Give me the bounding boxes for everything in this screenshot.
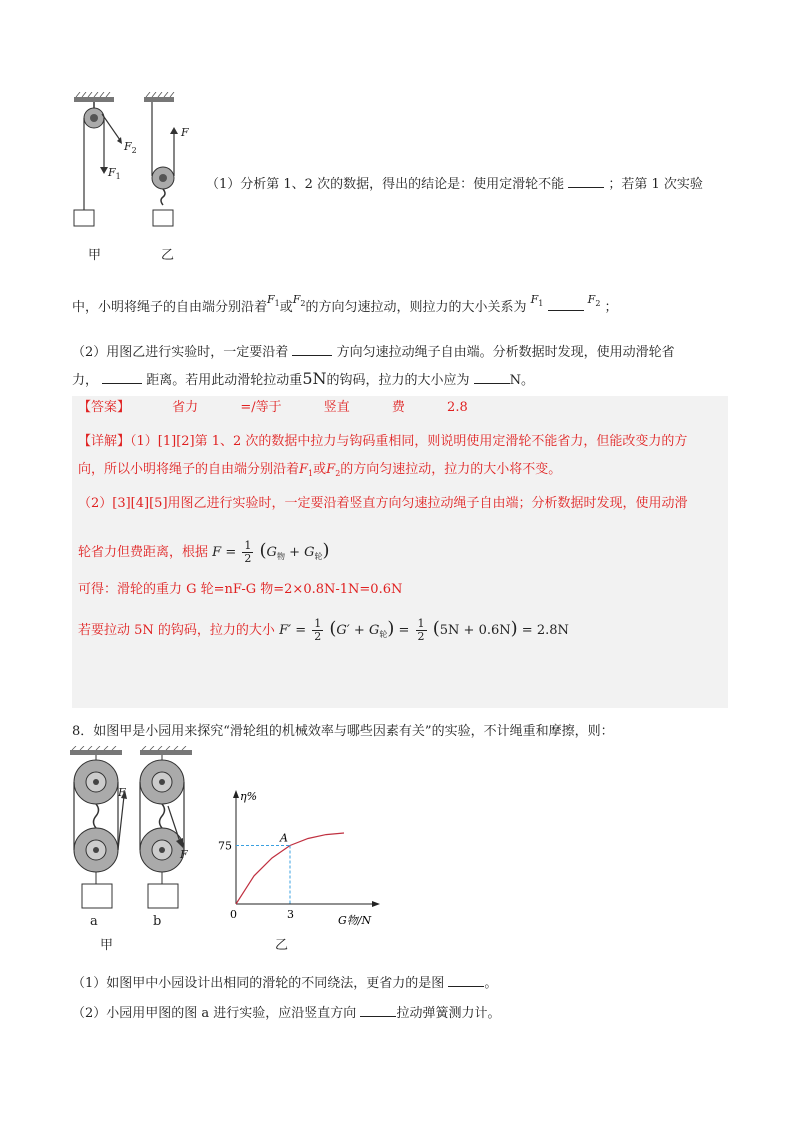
fig-yi-label: 乙 (275, 938, 289, 953)
detail-line2: 向，所以小明将绳子的自由端分别沿着$F_1$或$F_2$的方向匀速拉动，拉力的大小将不变。 (78, 462, 562, 478)
efficiency-chart (208, 786, 388, 936)
q1-blank-1[interactable] (568, 173, 604, 188)
pulley-figure-1 (62, 92, 212, 260)
q1-blank-2[interactable] (548, 296, 584, 311)
fig-jia-label: 甲 (100, 938, 114, 953)
x-tick-label: 3 (287, 908, 294, 921)
x-axis-arrow (372, 901, 380, 907)
x-axis-label: G物/N (338, 914, 372, 927)
figure-yi-label: 乙 (161, 248, 175, 263)
force-F-label: F (181, 126, 189, 139)
origin-label: 0 (230, 908, 237, 921)
q8-sub1: （1）如图甲中小园设计出相同的滑轮的不同绕法，更省力的是图 。 (72, 972, 497, 994)
point-A-label: A (280, 831, 288, 845)
fig-b-force-label: F (180, 848, 188, 861)
fig-a-force-label: F (118, 786, 126, 799)
detail-line3: （2）[3][4][5]用图乙进行实验时，一定要沿着竖直方向匀速拉动绳子自由端；分析数据时发现，使用动滑 (78, 496, 688, 511)
q2-line1: （2）用图乙进行实验时，一定要沿着 方向匀速拉动绳子自由端。分析数据时发现，使用动滑轮省 (72, 341, 675, 363)
q2-blank-2[interactable] (102, 369, 142, 384)
q2-line2: 力， 距离。若用此动滑轮拉动重5N的钩码，拉力的大小应为 N。 (72, 369, 535, 388)
answer-line: 【答案】 省力 =/等于 竖直 费 2.8 (78, 400, 468, 415)
answer-label: 【答案】 (78, 400, 131, 415)
y-axis-label: η% (240, 790, 258, 803)
q8-sub2: （2）小园用甲图的图 a 进行实验，应沿竖直方向 拉动弹簧测力计。 (72, 1002, 500, 1024)
detail-line4: 轮省力但费距离，根据 F = $\frac{1}{2}$ $(G_物 + G_轮)$ (78, 539, 330, 565)
q2-blank-1[interactable] (292, 341, 332, 356)
y-tick-label: 75 (218, 839, 232, 853)
q8-blank-2[interactable] (360, 1002, 396, 1017)
figure-jia-label: 甲 (88, 248, 102, 263)
detail-line5: 可得：滑轮的重力 G 轮=nF-G 物=2×0.8N-1N=0.6N (78, 582, 403, 597)
detail-line6: 若要拉动 5N 的钩码，拉力的大小 F′ = $\frac{1}{2}$ $(G' + G_轮)$ = $\frac{1}{2}$ (5N + 0.6N) = 2.8N (78, 617, 569, 643)
q8-blank-1[interactable] (448, 972, 484, 987)
detail-label: 【详解】 (78, 434, 131, 449)
q1-line2: 中，小明将绳子的自由端分别沿着$^{F_1}$或$^{F_2}$的方向匀速拉动，则拉力的大小关系为 $^{F_1}$ $^{F_2}$ ； (72, 293, 618, 315)
force-F1-label: $F_1$ (108, 166, 121, 181)
fig-a-label: a (90, 914, 98, 929)
force-F2-label: $F_2$ (124, 140, 137, 155)
q8-stem: 8．如图甲是小园用来探究“滑轮组的机械效率与哪些因素有关”的实验，不计绳重和摩擦，则： (72, 724, 614, 739)
pulley-block-figure (62, 746, 202, 936)
fig-b-label: b (153, 914, 162, 929)
detail-line1: 【详解】（1）[1][2]第 1、2 次的数据中拉力与钩码重相同，则说明使用定滑轮不能省力，但能改变力的方 (78, 434, 688, 449)
q2-blank-3[interactable] (474, 369, 510, 384)
y-axis-arrow (233, 790, 239, 798)
q1-line1: （1）分析第 1、2 次的数据，得出的结论是：使用定滑轮不能 ；若第 1 次实验 (206, 173, 703, 195)
